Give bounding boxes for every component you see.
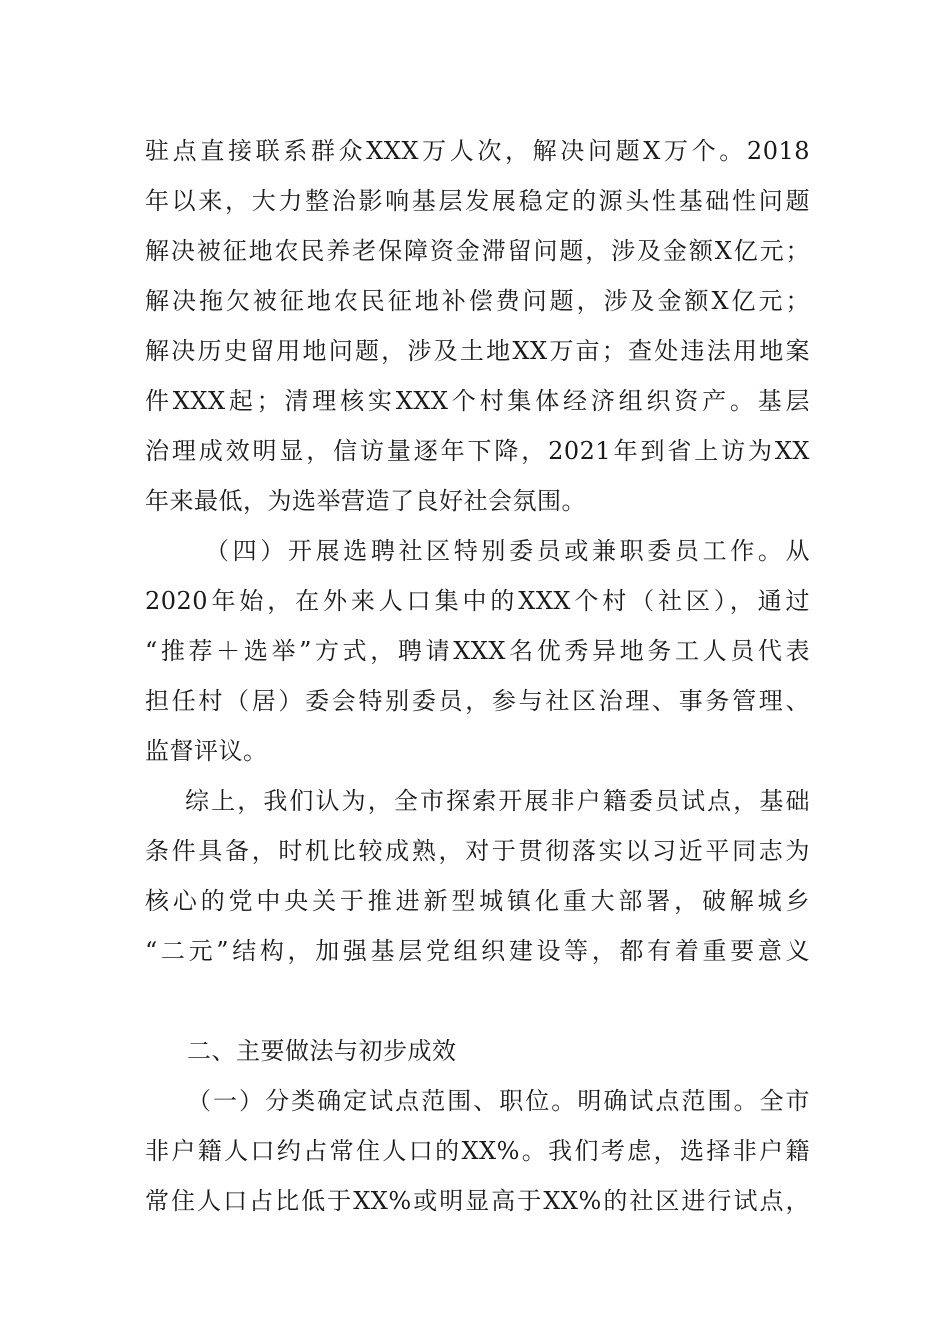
body-text-line: 常住人口占比低于XX%或明显高于XX%的社区进行试点， [145, 1187, 810, 1215]
section-four-heading-line: （四）开展选聘社区特别委员或兼职委员工作。从 [205, 537, 810, 565]
body-text-line: 担任村（居）委会特别委员，参与社区治理、事务管理、 [145, 687, 810, 715]
body-text-line: 件XXX起；清理核实XXX个村集体经济组织资产。基层 [145, 387, 810, 415]
body-text-line: “推荐＋选举”方式，聘请XXX名优秀异地务工人员代表 [145, 637, 810, 665]
summary-paragraph-line: 综上，我们认为，全市探索开展非户籍委员试点，基础 [185, 787, 810, 815]
section-heading: 二、主要做法与初步成效 [187, 1037, 457, 1065]
body-text-line: 监督评议。 [145, 737, 268, 765]
subsection-one-line: （一）分类确定试点范围、职位。明确试点范围。全市 [187, 1087, 810, 1115]
body-text-line: 年以来，大力整治影响基层发展稳定的源头性基础性问题 [145, 187, 810, 215]
body-text-line: 核心的党中央关于推进新型城镇化重大部署，破解城乡 [145, 887, 810, 915]
body-text-line: 年来最低，为选举营造了良好社会氛围。 [145, 487, 586, 515]
body-text-line: 解决历史留用地问题，涉及土地XX万亩；查处违法用地案 [145, 337, 810, 365]
body-text-line: “二元”结构，加强基层党组织建设等，都有着重要意义 [145, 937, 810, 965]
body-text-line: 驻点直接联系群众XXX万人次，解决问题X万个。2018 [145, 137, 810, 165]
body-text-line: 解决拖欠被征地农民征地补偿费问题，涉及金额X亿元； [145, 287, 810, 315]
body-text-line: 治理成效明显，信访量逐年下降，2021年到省上访为XX [145, 437, 810, 465]
body-text-line: 解决被征地农民养老保障资金滞留问题，涉及金额X亿元； [145, 237, 810, 265]
body-text-line: 非户籍人口约占常住人口的XX%。我们考虑，选择非户籍 [145, 1137, 810, 1165]
body-text-line: 2020年始，在外来人口集中的XXX个村（社区），通过 [145, 587, 810, 615]
body-text-line: 条件具备，时机比较成熟，对于贯彻落实以习近平同志为 [145, 837, 810, 865]
